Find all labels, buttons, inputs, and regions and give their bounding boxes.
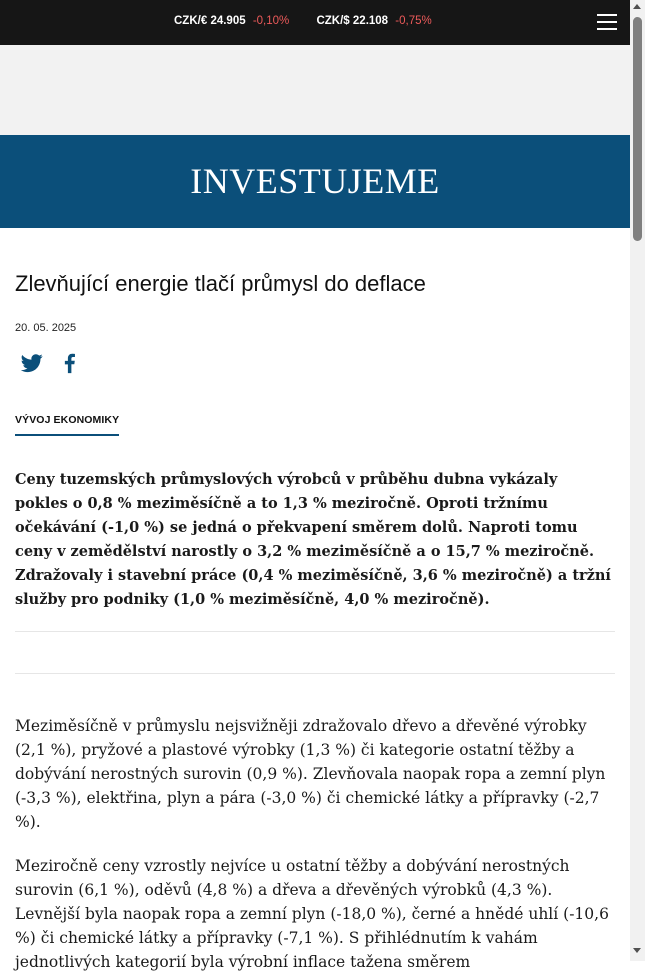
hamburger-menu-icon[interactable] bbox=[597, 14, 617, 31]
divider bbox=[15, 673, 615, 674]
rate-usd-pair: CZK/$ bbox=[316, 15, 350, 27]
facebook-icon[interactable] bbox=[59, 352, 83, 376]
twitter-icon[interactable] bbox=[21, 352, 45, 376]
divider bbox=[15, 631, 615, 632]
scrollbar-thumb[interactable] bbox=[633, 17, 642, 241]
scroll-up-arrow-icon[interactable] bbox=[633, 4, 641, 9]
scrollbar[interactable] bbox=[630, 0, 645, 961]
rate-eur-value: 24.905 bbox=[210, 15, 246, 27]
category-link[interactable]: VÝVOJ EKONOMIKY bbox=[15, 414, 119, 436]
share-buttons bbox=[21, 352, 93, 376]
site-logo[interactable]: INVESTUJEME bbox=[190, 161, 440, 201]
rate-usd-value: 22.108 bbox=[352, 15, 389, 27]
rate-eur[interactable] bbox=[174, 15, 289, 27]
article-title: Zlevňující energie tlačí průmysl do deflace bbox=[15, 271, 426, 296]
rate-eur-pair: CZK/€ bbox=[174, 15, 208, 27]
rate-usd[interactable] bbox=[316, 15, 431, 27]
rate-usd-change: -0,75% bbox=[395, 15, 432, 27]
article-paragraph: Meziročně ceny vzrostly nejvíce u ostatní těžby a dobývání nerostných surovin (6,1 %), oděvů (4,8 %) a dřeva a dřevěných výrobků (4,3 %). Levnější byla naopak ropa a zemní plyn (-18,0 %), černé a hnědé uhlí (-10,6 %) či chemické látky a přípravky (-7,1 %). S přihlédnutím k vahám jednotlivých kategorií byla výrobní inflace tažena směrem bbox=[15, 857, 609, 971]
scroll-down-arrow-icon[interactable] bbox=[633, 948, 641, 953]
article-paragraph: Meziměsíčně v průmyslu nejsvižněji zdražovalo dřevo a dřevěné výrobky (2,1 %), pryžové a plastové výrobky (1,3 %) či kategorie ostatní těžby a dobývání nerostných surovin (0,9 %). Zlevňovala naopak ropa a zemní plyn (-3,3 %), elektřina, plyn a pára (-3,0 %) či chemické látky a přípravky (-2,7 %). bbox=[15, 717, 606, 831]
brand-header bbox=[0, 135, 630, 228]
top-bar bbox=[0, 0, 630, 45]
ad-banner-space bbox=[0, 45, 630, 135]
article-perex: Ceny tuzemských průmyslových výrobců v průběhu dubna vykázaly pokles o 0,8 % meziměsíčně a to 1,3 % meziročně. Oproti tržnímu očekávání (-1,0 %) se jedná o překvapení směrem dolů. Naproti tomu ceny v zemědělství narostly o 3,2 % meziměsíčně a o 15,7 % meziročně. Zdražovaly i stavební práce (0,4 % meziměsíčně, 3,6 % meziročně) a tržní služby pro podniky (1,0 % meziměsíčně, 4,0 % meziročně). bbox=[15, 471, 611, 608]
rate-eur-change: -0,10% bbox=[252, 15, 290, 27]
article-date: 20. 05. 2025 bbox=[15, 322, 77, 334]
exchange-rate-ticker bbox=[174, 15, 456, 27]
